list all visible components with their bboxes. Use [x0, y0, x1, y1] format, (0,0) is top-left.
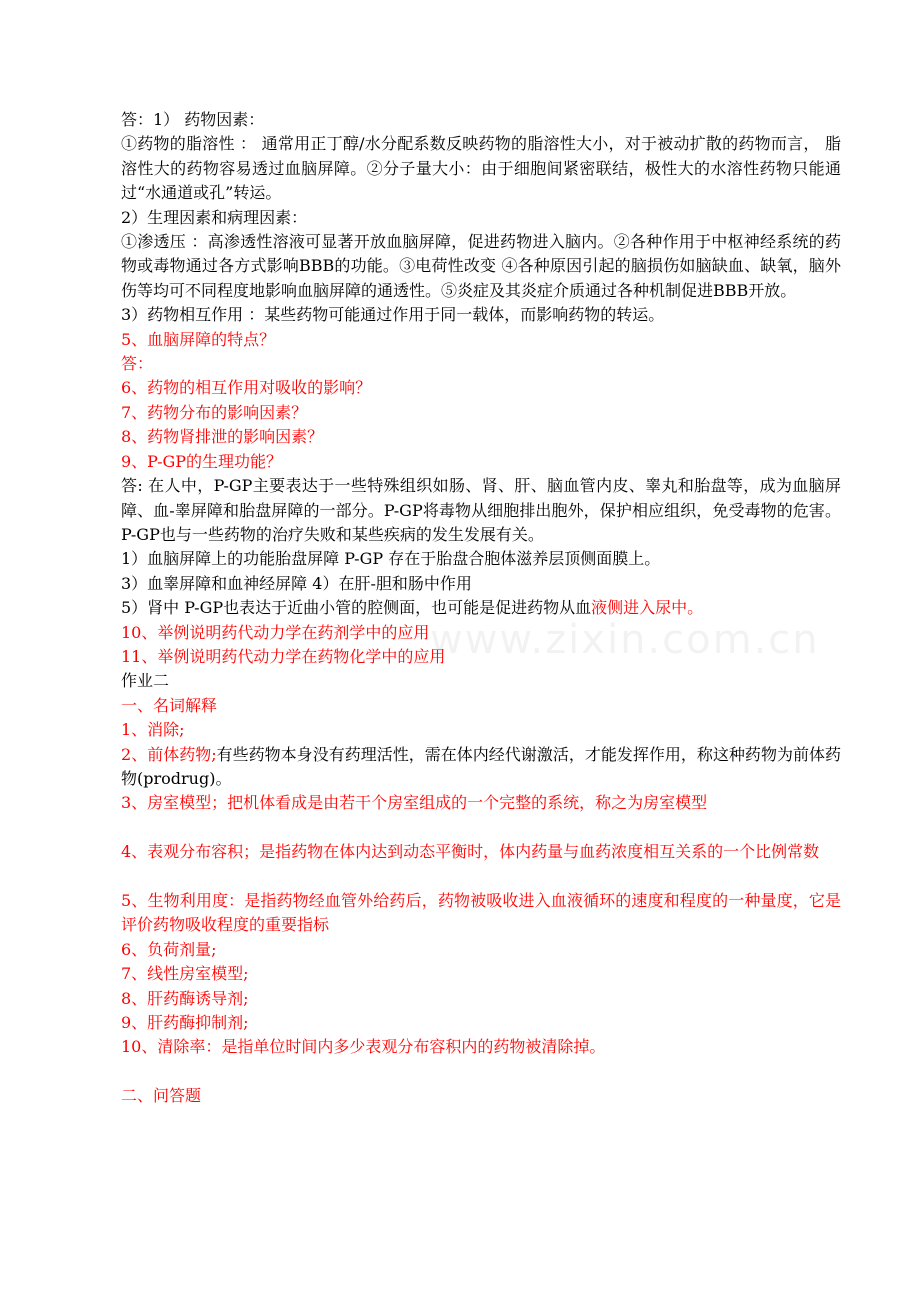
paragraph — [121, 791, 841, 815]
blank-line — [121, 816, 841, 840]
paragraph — [121, 1084, 841, 1108]
body-text: 3）血睾屏障和血神经屏障 4）在肝-胆和肠中作用 — [121, 573, 472, 593]
red-text: 6、药物的相互作用对吸收的影响？ — [121, 378, 372, 398]
body-text: 答：1） 药物因素： — [121, 110, 265, 129]
paragraph — [121, 621, 841, 645]
paragraph — [121, 401, 841, 425]
body-text: 5）肾中 P-GP也表达于近曲小管的腔侧面，也可能是促进药物从血 — [121, 598, 592, 618]
paragraph — [121, 743, 841, 792]
red-text: 7、药物分布的影响因素？ — [121, 402, 308, 422]
red-text: 7、线性房室模型; — [121, 964, 249, 984]
body-text: ①药物的脂溶性 ： 通常用正丁醇/水分配系数反映药物的脂溶性大小，对于被动扩散的药物而言， 脂溶性大的药物容易透过血脑屏障。②分子量大小：由于细胞间紧密联结，极性大的水溶性药物只能通过“水通道或孔”转运。 — [121, 134, 841, 203]
red-text: 10、举例说明药代动力学在药剂学中的应用 — [121, 622, 430, 642]
body-text: 2）生理因素和病理因素： — [121, 207, 308, 227]
paragraph — [121, 450, 841, 474]
red-text: 8、药物肾排泄的影响因素？ — [121, 427, 324, 447]
red-text: 9、肝药酶抑制剂; — [121, 1013, 249, 1032]
red-text: 5、血脑屏障的特点？ — [121, 329, 276, 349]
paragraph — [121, 596, 841, 620]
paragraph — [121, 938, 841, 962]
paragraph — [121, 987, 841, 1011]
paragraph — [121, 132, 841, 205]
paragraph — [121, 645, 841, 669]
blank-line — [121, 865, 841, 889]
red-text: 6、负荷剂量; — [121, 939, 217, 959]
red-text: 3、房室模型；把机体看成是由若干个房室组成的一个完整的系统，称之为房室模型 — [121, 793, 708, 813]
red-text: 10、清除率：是指单位时间内多少表观分布容积内的药物被清除掉。 — [121, 1037, 606, 1057]
red-text: 二、问答题 — [121, 1086, 202, 1106]
paragraph — [121, 206, 841, 230]
paragraph — [121, 889, 841, 938]
body-text: 作业二 — [121, 671, 170, 691]
paragraph — [121, 962, 841, 986]
paragraph — [121, 230, 841, 303]
red-text: 11、举例说明药代动力学在药物化学中的应用 — [121, 646, 446, 666]
document-body — [121, 108, 841, 1109]
watermark: www.zixin.com.cn — [430, 617, 820, 663]
body-text: 3）药物相互作用 ：某些药物可能通过作用于同一载体，而影响药物的转运。 — [121, 305, 665, 325]
paragraph — [121, 376, 841, 400]
red-text: 4、表观分布容积；是指药物在体内达到动态平衡时，体内药量与血药浓度相互关系的一个比例常数 — [121, 842, 820, 862]
red-text: 答： — [121, 354, 154, 374]
paragraph — [121, 425, 841, 449]
body-text: 答: 在人中，P-GP主要表达于一些特殊组织如肠、肾、肝、脑血管内皮、睾丸和胎盘等，成为血脑屏障、血-睾屏障和胎盘屏障的一部分。P-GP将毒物从细胞排出胞外，保护相应组织，免受毒物的危害。P-GP也与一些药物的治疗失败和某些疾病的发生发展有关。 — [121, 476, 841, 544]
red-text: 液侧进入尿中。 — [591, 598, 704, 618]
red-text: 2、前体药物; — [121, 744, 217, 764]
paragraph — [121, 474, 841, 547]
paragraph — [121, 108, 841, 132]
red-text: 1、消除; — [121, 720, 185, 740]
red-text: 9、P-GP的生理功能？ — [121, 451, 283, 471]
paragraph — [121, 303, 841, 327]
blank-line — [121, 1060, 841, 1084]
paragraph — [121, 669, 841, 693]
paragraph — [121, 1011, 841, 1035]
body-text: ①渗透压 ：高渗透性溶液可显著开放血脑屏障，促进药物进入脑内。②各种作用于中枢神经系统的药物或毒物通过各方式影响BBB的功能。③电荷性改变 ④各种原因引起的脑损伤如脑缺血、缺氧，脑外伤等均可不同程度地影响血脑屏障的通透性。⑤炎症及其炎症介质通过各种机制促进BBB开放。 — [121, 232, 841, 300]
paragraph — [121, 572, 841, 596]
paragraph — [121, 352, 841, 376]
body-text: 有些药物本身没有药理活性，需在体内经代谢激活，才能发挥作用，称这种药物为前体药物(prodrug)。 — [121, 744, 841, 788]
red-text: 8、肝药酶诱导剂; — [121, 988, 249, 1008]
paragraph — [121, 328, 841, 352]
body-text: 1）血脑屏障上的功能胎盘屏障 P-GP 存在于胎盘合胞体滋养层顶侧面膜上。 — [121, 549, 661, 569]
paragraph — [121, 547, 841, 571]
paragraph — [121, 694, 841, 718]
paragraph — [121, 1035, 841, 1059]
paragraph — [121, 840, 841, 864]
paragraph — [121, 718, 841, 742]
red-text: 一、名词解释 — [121, 695, 218, 715]
red-text: 5、生物利用度：是指药物经血管外给药后，药物被吸收进入血液循环的速度和程度的一种量度，它是评价药物吸收程度的重要指标 — [121, 890, 841, 935]
